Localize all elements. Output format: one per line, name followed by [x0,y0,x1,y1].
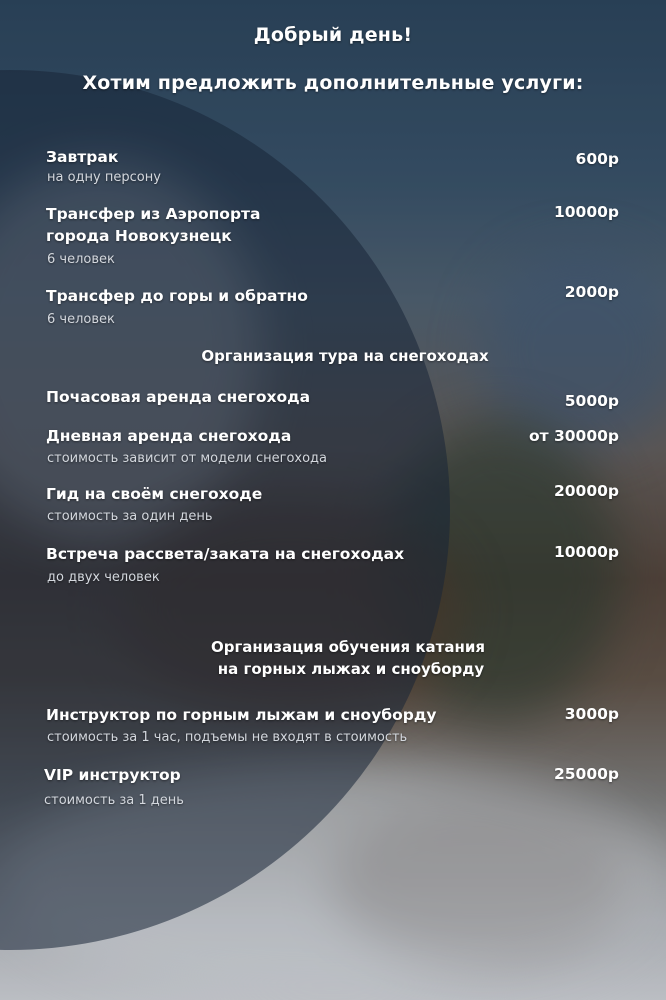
service-title-daily-rental: Дневная аренда снегохода [46,427,292,445]
service-price: 3000р [564,705,619,723]
service-subtitle: стоимость за 1 день [44,793,184,808]
service-title-guide: Гид на своём снегоходе [46,485,263,503]
section-heading-ski-line2: на горных лыжах и сноуборду [217,660,485,678]
service-title-breakfast: Завтрак [46,148,119,166]
service-subtitle: стоимость за 1 час, подъемы не входят в стоимость [47,730,408,745]
section-heading-ski: Организация обучения катания [210,638,486,656]
service-title-sunrise-sunset: Встреча рассвета/заката на снегоходах [46,545,405,563]
service-price: от 30000р [528,427,619,445]
service-title-mountain-transfer: Трансфер до горы и обратно [46,287,308,305]
service-title-instructor: Инструктор по горным лыжам и сноуборду [46,706,437,724]
service-subtitle: на одну персону [47,170,161,185]
service-title-hourly-rental: Почасовая аренда снегохода [46,388,311,406]
service-subtitle: 6 человек [47,312,115,327]
service-price: 2000р [564,283,619,301]
service-subtitle: до двух человек [47,570,160,585]
service-subtitle: стоимость зависит от модели снегохода [47,451,328,466]
service-price: 10000р [553,543,619,561]
service-price: 25000р [553,765,619,783]
service-price: 5000р [564,392,619,410]
headline: Хотим предложить дополнительные услуги: [82,72,584,94]
greeting-heading: Добрый день! [253,24,413,46]
service-price: 20000р [553,482,619,500]
service-title-airport-transfer-line2: города Новокузнецк [46,227,232,245]
service-subtitle: стоимость за один день [47,509,213,524]
service-title-vip-instructor: VIP инструктор [44,766,181,784]
service-title-airport-transfer: Трансфер из Аэропорта [46,205,261,223]
service-subtitle: 6 человек [47,252,115,267]
service-price: 600р [575,150,619,168]
service-price: 10000р [553,203,619,221]
section-heading-snowmobile: Организация тура на снегоходах [201,347,489,365]
